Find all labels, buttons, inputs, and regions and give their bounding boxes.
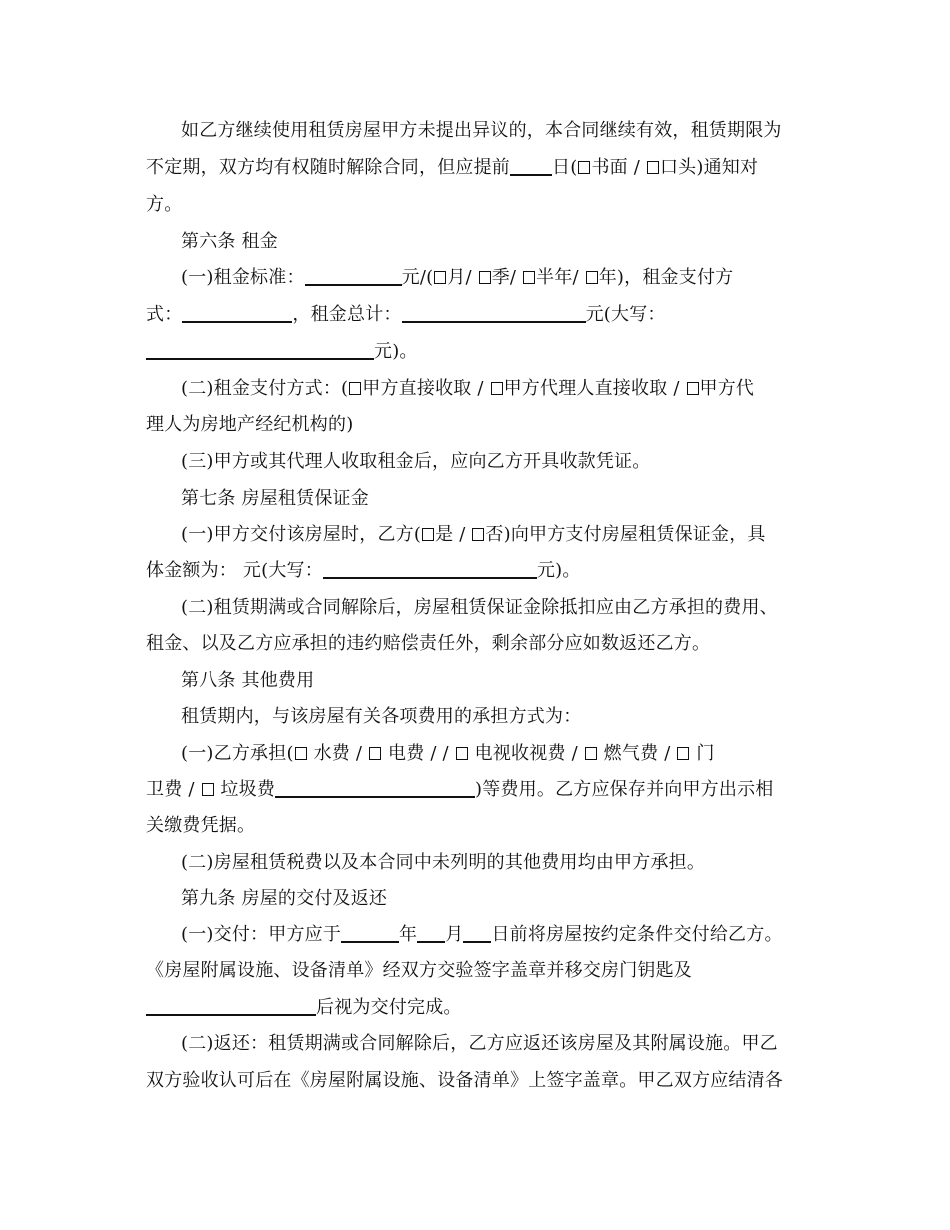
article-9-title: 第九条 房屋的交付及返还: [181, 888, 388, 909]
article-7-clause-1-cont: 体金额为： 元(大写： 元)。: [146, 560, 581, 581]
checkbox-icon: [687, 382, 699, 395]
checkbox-icon: [479, 271, 491, 284]
rent-total-capital-blank: [146, 340, 374, 360]
article-8-title: 第八条 其他费用: [181, 670, 315, 691]
deposit-capital-blank: [323, 559, 537, 579]
para-continue-line-2: 不定期，双方均有权随时解除合同，但应提前 日( 书面 / 口头)通知对: [146, 157, 759, 178]
article-7-clause-2-cont: 租金、以及乙方应承担的违约赔偿责任外，剩余部分应如数返还乙方。: [146, 633, 711, 654]
article-7-title: 第七条 房屋租赁保证金: [181, 488, 369, 509]
para-continue-line-3: 方。: [146, 194, 183, 215]
rent-total-blank: [402, 303, 586, 323]
article-8-clause-1-cont: 卫费 / 垃圾费 )等费用。乙方应保存并向甲方出示相: [146, 779, 774, 800]
article-9-clause-1-cont: 《房屋附属设施、设备清单》经双方交验签字盖章并移交房门钥匙及: [146, 960, 692, 981]
checkbox-icon: [349, 382, 361, 395]
other-fees-blank: [275, 778, 475, 798]
checkbox-icon: [434, 271, 446, 284]
checkbox-icon: [369, 747, 381, 760]
article-6-payment-method-line: 式： ，租金总计： 元(大写：: [146, 304, 666, 325]
delivery-day-blank: [463, 923, 491, 943]
checkbox-icon: [523, 271, 535, 284]
article-6-title: 第六条 租金: [181, 231, 278, 252]
checkbox-icon: [295, 747, 307, 760]
article-7-clause-1: (一)甲方交付该房屋时，乙方( 是 / 否)向甲方支付房屋租赁保证金，具: [181, 524, 766, 545]
article-6-clause-3: (三)甲方或其代理人收取租金后，应向乙方开具收款凭证。: [181, 451, 651, 472]
article-9-clause-1: (一)交付：甲方应于 年 月 日前将房屋按约定条件交付给乙方。: [181, 924, 783, 945]
checkbox-icon: [586, 271, 598, 284]
article-8-clause-1-end: 关缴费凭据。: [146, 815, 256, 836]
article-9-clause-1-end: 后视为交付完成。: [146, 996, 462, 1020]
article-7-clause-2: (二)租赁期满或合同解除后，房屋租赁保证金除抵扣应由乙方承担的费用、: [181, 597, 778, 618]
article-9-clause-2-cont: 双方验收认可后在《房屋附属设施、设备清单》上签字盖章。甲乙双方应结清各: [146, 1070, 783, 1091]
checkbox-icon: [585, 747, 597, 760]
checkbox-icon: [578, 161, 590, 174]
checkbox-icon: [202, 783, 214, 796]
article-8-intro: 租赁期内，与该房屋有关各项费用的承担方式为：: [181, 706, 582, 727]
handover-items-blank: [146, 996, 316, 1016]
delivery-month-blank: [417, 923, 445, 943]
delivery-year-blank: [341, 923, 399, 943]
article-6-clause-2: (二)租金支付方式：( 甲方直接收取 / 甲方代理人直接收取 / 甲方代: [181, 378, 755, 399]
para-continue-line-1: 如乙方继续使用租赁房屋甲方未提出异议的，本合同继续有效，租赁期限为: [181, 120, 782, 141]
checkbox-icon: [456, 747, 468, 760]
article-9-clause-2: (二)返还：租赁期满或合同解除后，乙方应返还该房屋及其附属设施。甲乙: [181, 1033, 778, 1054]
article-8-clause-2: (二)房屋租赁税费以及本合同中未列明的其他费用均由甲方承担。: [181, 852, 706, 873]
checkbox-icon: [677, 747, 689, 760]
article-6-rent-total-capital: 元)。: [146, 340, 418, 364]
article-6-rent-standard: (一)租金标准： 元/( 月/ 季/ 半年/ 年)，租金支付方: [181, 267, 734, 288]
article-8-clause-1: (一)乙方承担( 水费 / 电费 / / 电视收视费 / 燃气费 / 门: [181, 743, 715, 764]
checkbox-icon: [472, 528, 484, 541]
checkbox-icon: [647, 161, 659, 174]
rent-amount-blank: [305, 266, 402, 286]
checkbox-icon: [491, 382, 503, 395]
checkbox-icon: [422, 528, 434, 541]
payment-method-blank: [182, 303, 292, 323]
article-6-clause-2-cont: 理人为房地产经纪机构的): [146, 414, 354, 435]
days-notice-blank: [510, 156, 552, 176]
